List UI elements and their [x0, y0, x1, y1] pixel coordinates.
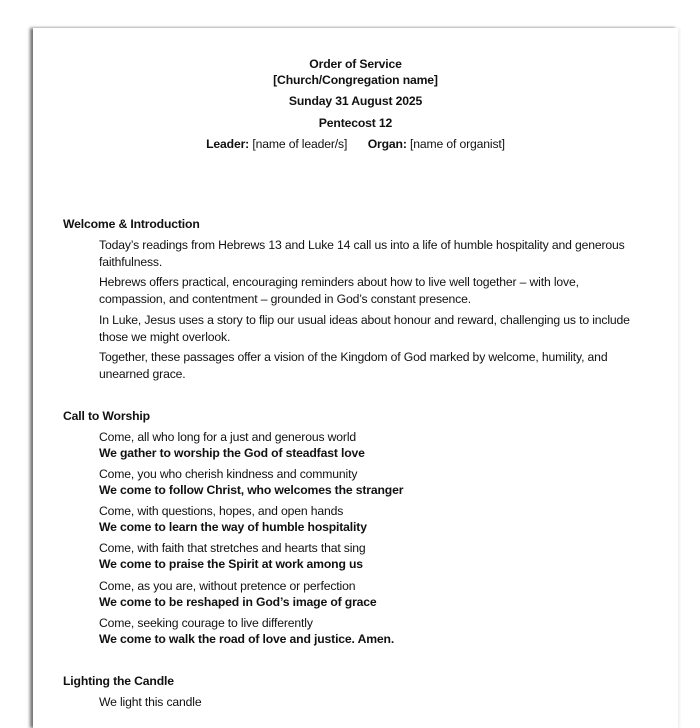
- leader-label: Leader:: [206, 137, 250, 151]
- leader-line: Come, all who long for a just and generous world: [99, 430, 357, 444]
- organ-value: [name of organist]: [410, 137, 505, 151]
- candle-line-text: We light this candle: [99, 695, 202, 709]
- section-heading-lighting-candle: Lighting the Candle: [63, 674, 174, 688]
- welcome-paragraph: Together, these passages offer a vision of the Kingdom of God marked by welcome, humility, and unearned grace.: [99, 350, 608, 381]
- section-heading-welcome: Welcome & Introduction: [63, 217, 200, 231]
- service-date: Sunday 31 August 2025: [288, 94, 423, 108]
- document-title: Order of Service: [309, 57, 402, 71]
- leader-line: Come, seeking courage to live differently: [99, 616, 313, 630]
- leader-line: Come, with questions, hopes, and open hands: [99, 504, 344, 518]
- people-response: We come to praise the Spirit at work among us: [99, 557, 363, 571]
- people-response: We come to be reshaped in God’s image of grace: [99, 595, 377, 609]
- people-response: We come to learn the way of humble hospitality: [99, 520, 367, 534]
- leader-line: Come, you who cherish kindness and community: [99, 467, 358, 481]
- people-response: We come to walk the road of love and justice. Amen.: [99, 632, 395, 646]
- leader-line: Come, as you are, without pretence or perfection: [99, 579, 356, 593]
- organ-label: Organ:: [367, 137, 407, 151]
- welcome-paragraph: Today’s readings from Hebrews 13 and Luke 14 call us into a life of humble hospitality and generous faithfulness.: [99, 238, 625, 269]
- document-page: [33, 28, 678, 728]
- leader-value: [name of leader/s]: [252, 137, 348, 151]
- section-heading-call-to-worship: Call to Worship: [63, 409, 150, 423]
- welcome-paragraph: In Luke, Jesus uses a story to flip our usual ideas about honour and reward, challenging us to include those we might overlook.: [99, 313, 630, 344]
- leader-line: Come, with faith that stretches and hearts that sing: [99, 541, 366, 555]
- service-roles: [33, 136, 678, 152]
- welcome-paragraph: Hebrews offers practical, encouraging reminders about how to live well together – with love, compassion, and contentment – grounded in God’s constant presence.: [99, 275, 579, 306]
- liturgical-day: Pentecost 12: [318, 116, 393, 130]
- people-response: We come to follow Christ, who welcomes the stranger: [99, 483, 404, 497]
- congregation-name: [Church/Congregation name]: [273, 73, 438, 87]
- people-response: We gather to worship the God of steadfast love: [99, 446, 365, 460]
- candle-line-partial: [99, 694, 202, 709]
